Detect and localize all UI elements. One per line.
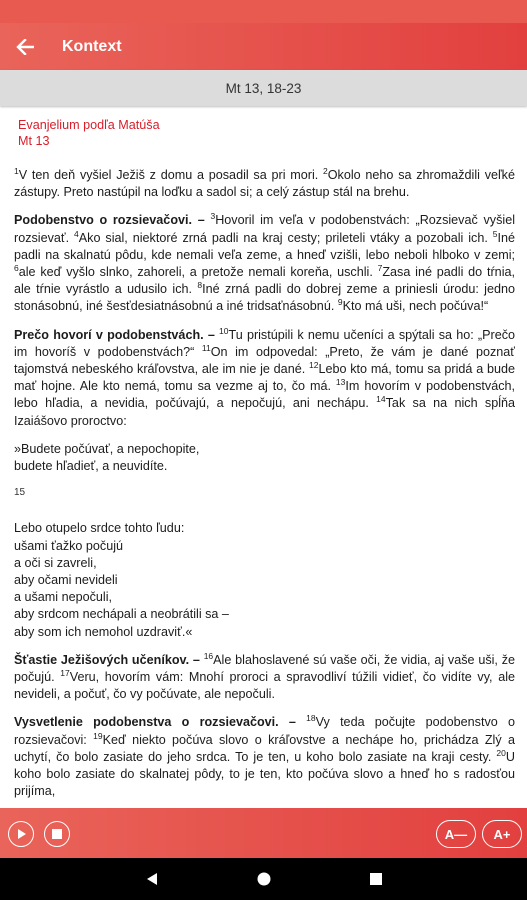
back-button[interactable] xyxy=(0,23,50,70)
font-decrease-label: A— xyxy=(444,826,468,842)
verse-text: Ako sial, niektoré zrná padli na kraj cesty; prileteli vtáky a pozobali ich. xyxy=(78,230,493,245)
verse-number: 12 xyxy=(308,359,319,370)
poem-line: a ušami nepočuli, xyxy=(14,590,113,605)
verse-number: 3 xyxy=(210,211,216,222)
footnote-number: 15 xyxy=(14,487,26,499)
verse-number: 10 xyxy=(219,325,229,336)
chapter-label: Mt 13 xyxy=(18,133,50,148)
verse-number: 14 xyxy=(376,394,386,405)
play-button[interactable] xyxy=(8,821,34,847)
nav-recents-icon[interactable] xyxy=(369,872,383,886)
verse-number: 7 xyxy=(377,262,383,273)
verse-number: 2 xyxy=(323,165,328,176)
verse-text: U koho bolo zasiate do skalnatej pôdy, to je ten, kto počúva slovo a hneď ho s radosťou prijíma, xyxy=(14,749,515,799)
verse-text: Iné padli na skalnatú pôdu, kde nemali veľa zeme, a hneď vzišli, lebo neboli hlboko v zemi; xyxy=(14,230,515,262)
paragraph xyxy=(14,714,515,800)
section-heading: Podobenstvo o rozsievačovi. – xyxy=(14,213,211,228)
font-decrease-button[interactable] xyxy=(436,820,476,848)
verse-number: 19 xyxy=(93,730,103,741)
book-name: Evanjelium podľa Matúša xyxy=(18,118,160,132)
poem-block xyxy=(14,520,515,640)
verse-number: 1 xyxy=(14,165,19,176)
verse-text: Keď niekto počúva slovo o kráľovstve a nechápe ho, prichádza Zlý a uchytí, čo bolo zasiate do jeho srdca. To je ten, u koho bolo zasiate na kraji cesty. xyxy=(14,732,515,764)
paragraph xyxy=(14,167,515,201)
verse-number: 13 xyxy=(335,377,346,388)
poem-line: a oči si zavreli, xyxy=(14,555,97,570)
nav-back-icon[interactable] xyxy=(145,872,159,886)
poem-line: aby som ich nemohol uzdraviť.« xyxy=(14,624,193,639)
verse-number: 6 xyxy=(14,262,19,273)
verse-text: ale keď vyšlo slnko, zahoreli, a pretože nemali koreňa, uschli. xyxy=(18,265,378,280)
paragraph xyxy=(14,212,515,315)
verse-number: 16 xyxy=(203,650,214,661)
reference-bar xyxy=(0,70,527,106)
paragraph xyxy=(14,327,515,430)
font-increase-button[interactable] xyxy=(482,820,522,848)
verse-text: Veru, hovorím vám: Mnohí proroci a spravodliví túžili vidieť, čo vidíte vy, ale nevideli, a počuť, čo vy počúvate, ale nepočuli. xyxy=(14,670,515,702)
section-heading: Vysvetlenie podobenstva o rozsievačovi. – xyxy=(14,715,307,730)
nav-home-icon[interactable] xyxy=(257,872,271,886)
system-navigation-bar xyxy=(0,858,527,900)
paragraph xyxy=(14,652,515,704)
verse-text: Lebo kto má, tomu sa pridá a bude mať hojne. Ale kto nemá, tomu sa vezme aj to, čo má. xyxy=(14,362,515,394)
page-title: Kontext xyxy=(62,37,122,55)
section-heading: Prečo hovorí v podobenstvách. – xyxy=(14,327,220,342)
scripture-content[interactable] xyxy=(14,118,515,808)
stop-button[interactable] xyxy=(44,821,70,847)
verse-text: Kto má uši, nech počúva!“ xyxy=(342,299,489,314)
verse-number: 11 xyxy=(201,342,211,353)
verse-text: Im hovorím v podobenstvách, lebo hľadia, a nevidia, počúvajú, a nepočujú, ani nechápu. xyxy=(14,379,515,411)
poem-line: aby srdcom nechápali a neobrátili sa – xyxy=(14,607,229,622)
status-bar xyxy=(0,0,527,23)
poem-line: Lebo otupelo srdce tohto ľudu: xyxy=(14,521,185,536)
verse-number: 9 xyxy=(337,297,343,308)
poem-line: »Budete počúvať, a nepochopite, xyxy=(14,441,200,456)
verse-number: 20 xyxy=(496,747,506,758)
font-increase-label: A+ xyxy=(493,826,511,842)
toolbar xyxy=(0,23,527,70)
section-heading: Šťastie Ježišových učeníkov. – xyxy=(14,652,204,667)
poem-line: budete hľadieť, a neuvidíte. xyxy=(14,459,168,474)
verse-text: Vy teda počujte podobenstvo o rozsievačovi: xyxy=(14,715,515,747)
verse-text: Okolo neho sa zhromaždili veľké zástupy. Preto nastúpil na loďku a sadol si; a celý zástup stál na brehu. xyxy=(14,168,515,200)
verse-number: 17 xyxy=(60,667,70,678)
verse-text: V ten deň vyšiel Ježiš z domu a posadil sa pri mori. xyxy=(18,168,324,182)
verse-number: 18 xyxy=(306,713,316,724)
verse-text: On im odpovedal: „Preto, že vám je dané poznať tajomstvá nebeského kráľovstva, ale im nie je dané. xyxy=(14,344,515,377)
poem-line: ušami ťažko počujú xyxy=(14,538,124,553)
play-icon xyxy=(15,828,27,840)
stop-icon xyxy=(51,828,63,840)
verse-text: Ale blahoslavené sú vaše oči, že vidia, aj vaše uši, že počujú. xyxy=(14,652,515,685)
verse-number: 4 xyxy=(74,228,79,239)
audio-controls-bar xyxy=(0,808,527,858)
poem-block xyxy=(14,441,515,475)
verse-text: Tu pristúpili k nemu učeníci a spýtali sa ho: „Prečo im hovoríš v podobenstvách?“ xyxy=(14,327,515,359)
arrow-back-icon xyxy=(16,39,34,55)
reference-label: Mt 13, 18-23 xyxy=(225,80,302,96)
verse-number: 8 xyxy=(197,280,203,291)
verse-text: Hovoril im veľa v podobenstvách: „Rozsievač vyšiel rozsievať. xyxy=(14,213,515,245)
verse-number: 5 xyxy=(492,228,498,239)
verse-text: Iné zrná padli do dobrej zeme a priniesli úrodu: jedno stonásobnú, iné šesťdesiatnásobnú a iné tridsaťnásobnú. xyxy=(14,282,515,314)
verse-text: Tak sa na nich spĺňa Izaiášovo proroctvo: xyxy=(14,396,515,428)
verse-text: Zasa iné padli do tŕnia, ale tŕnie vyrástlo a udusilo ich. xyxy=(14,265,515,297)
poem-line: aby očami nevideli xyxy=(14,573,118,588)
